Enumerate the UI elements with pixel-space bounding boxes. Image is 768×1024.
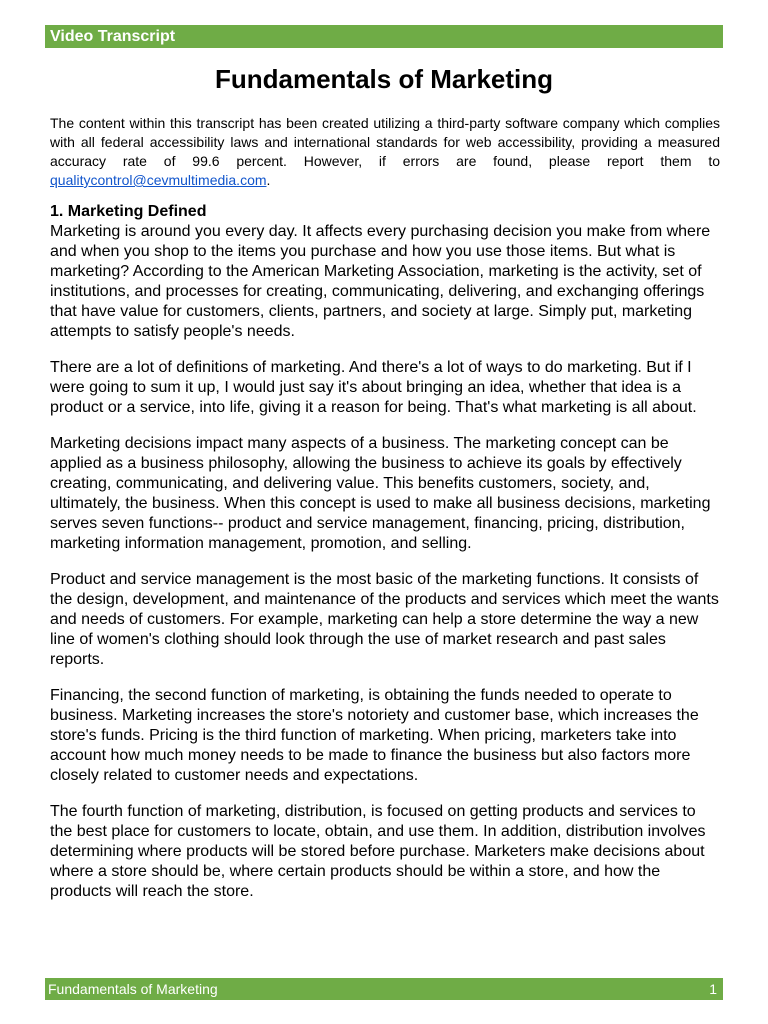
- paragraph: Marketing decisions impact many aspects of a business. The marketing concept can be applied as a business philosophy, allowing the business to achieve its goals by effectively creating, communicating, and delivering value. This benefits customers, society, and, ultimately, the business. When this concept is used to make all business decisions, marketing serves seven functions-- product and service management, financing, pricing, distribution, marketing information management, promotion, and selling.: [50, 435, 711, 552]
- paragraph: Marketing is around you every day. It affects every purchasing decision you make from where and when you shop to the items you purchase and how you use those items. But what is marketing? According to the American Marketing Association, marketing is the activity, set of institutions, and processes for creating, communicating, delivering, and exchanging offerings that have value for customers, clients, partners, and society at large. Simply put, marketing attempts to satisfy people's needs.: [50, 223, 711, 340]
- section-heading: 1. Marketing Defined: [50, 203, 207, 220]
- intro-text-end: .: [266, 172, 271, 188]
- page-title: Fundamentals of Marketing: [214, 64, 554, 94]
- header-bar: [45, 25, 723, 48]
- paragraph: The fourth function of marketing, distribution, is focused on getting products and services to the best place for customers to locate, obtain, and use them. In addition, distribution involves determining where products will be stored before purchase. Marketers make decisions about where a store should be, where certain products should be within a store, and how the products will reach the store.: [50, 803, 706, 900]
- paragraph: Product and service management is the most basic of the marketing functions. It consists of the design, development, and maintenance of the products and services which meet the wants and needs of customers. For example, marketing can help a store determine the way a new line of women's clothing should look through the use of market research and past sales reports.: [50, 571, 719, 668]
- paragraph: Financing, the second function of marketing, is obtaining the funds needed to operate to business. Marketing increases the store's notoriety and customer base, which increases the store's funds. Pricing is the third function of marketing. When pricing, marketers take into account how much money needs to be made to finance the business but also factors more closely related to customer needs and expectations.: [50, 687, 699, 784]
- intro-paragraph: [50, 114, 720, 190]
- intro-text: The content within this transcript has been created utilizing a third-party software company which complies with all federal accessibility laws and international standards for web accessibility, providing a measured accuracy rate of 99.6 percent. However, if errors are found, please report them to: [50, 115, 720, 169]
- header-label: Video Transcript: [50, 28, 176, 45]
- transcript-content: [50, 202, 720, 918]
- footer-bar: [45, 978, 723, 1000]
- email-link[interactable]: qualitycontrol@cevmultimedia.com: [50, 172, 267, 188]
- footer-title: Fundamentals of Marketing: [48, 981, 218, 997]
- paragraph: There are a lot of definitions of marketing. And there's a lot of ways to do marketing. But if I were going to sum it up, I would just say it's about bringing an idea, whether that idea is a product or a service, into life, giving it a reason for being. That's what marketing is all about.: [50, 359, 697, 416]
- page-number: 1: [709, 981, 717, 997]
